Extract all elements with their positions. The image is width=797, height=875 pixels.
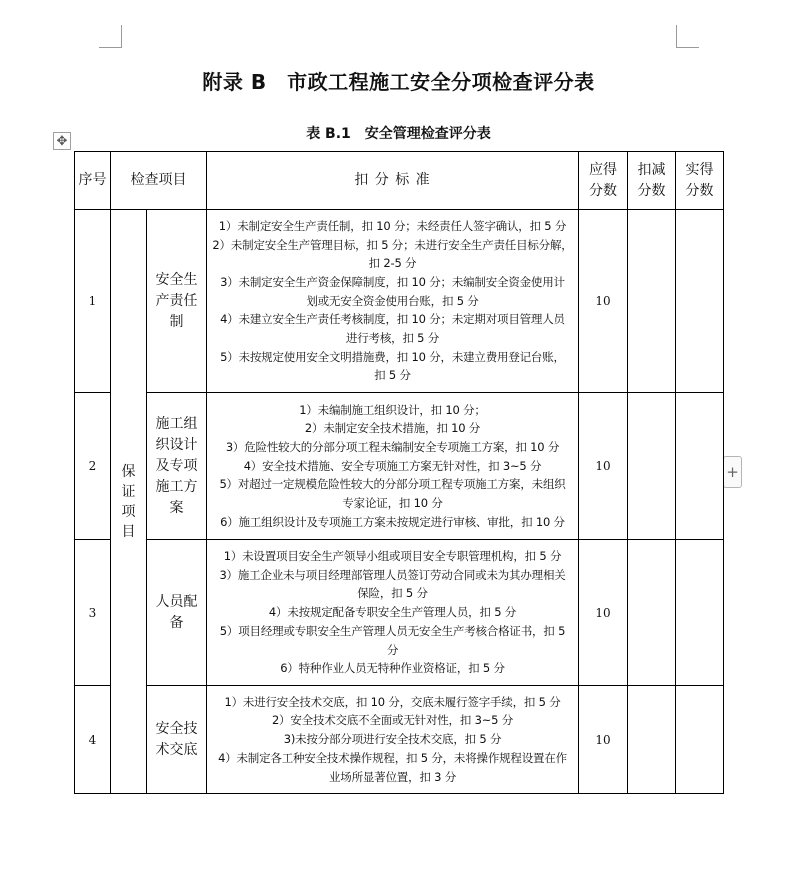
criteria-line: 4）未建立安全生产责任考核制度，扣 10 分；未定期对项目管理人员 (220, 312, 565, 327)
criteria-cell (207, 210, 579, 393)
category-label: 保证项目 (121, 463, 136, 540)
due-score: 10 (579, 686, 628, 794)
criteria-line: 2）安全技术交底不全面或无针对性，扣 3~5 分 (271, 713, 514, 728)
criteria-line: 2）未制定安全生产管理目标，扣 5 分；未进行安全生产责任目标分解， (212, 237, 573, 252)
deduct-score-cell[interactable] (628, 686, 676, 794)
criteria-line: 进行考核，扣 5 分 (345, 331, 440, 346)
item-cell (147, 210, 207, 393)
criteria-line: 划或无安全资金使用台账，扣 5 分 (306, 293, 479, 308)
criteria-line: 扣 5 分 (374, 368, 411, 383)
criteria-line: 5）项目经理或专职安全生产管理人员无安全生产考核合格证书，扣 5 (219, 623, 566, 638)
header-deduct-score: 扣减分数 (628, 152, 676, 210)
move-arrows-icon: ✥ (56, 133, 68, 149)
item-label: 人员配备 (155, 593, 198, 631)
deduct-score-cell[interactable] (628, 210, 676, 393)
criteria-line: 业场所显著位置，扣 3 分 (328, 769, 457, 784)
actual-score-cell[interactable] (676, 540, 724, 686)
table-row (75, 686, 724, 794)
page-corner-mark-top-right (676, 25, 699, 48)
criteria-line: 1）未制定安全生产责任制，扣 10 分；未经责任人签字确认，扣 5 分 (218, 218, 567, 233)
table-header-row (75, 152, 724, 210)
criteria-line: 扣 2-5 分 (368, 256, 417, 271)
plus-icon: + (726, 463, 739, 481)
table-row (75, 393, 724, 540)
criteria-line: 1）未编制施工组织设计，扣 10 分； (299, 402, 486, 417)
header-criteria: 扣 分 标 准 (207, 152, 579, 210)
criteria-line: 3)未按分部分项进行安全技术交底，扣 5 分 (283, 732, 502, 747)
criteria-line: 5）未按规定使用安全文明措施费，扣 10 分，未建立费用登记台账， (220, 349, 565, 364)
criteria-line: 3）未制定安全生产资金保障制度，扣 10 分；未编制安全资金使用计 (220, 274, 565, 289)
page-corner-mark-top-left (99, 25, 122, 48)
criteria-line: 分 (386, 642, 399, 657)
table-row (75, 210, 724, 393)
criteria-line: 4）未制定各工种安全技术操作规程，扣 5 分，未将操作规程设置在作 (218, 750, 567, 765)
item-cell (147, 540, 207, 686)
actual-score-cell[interactable] (676, 393, 724, 540)
item-label: 安全生产责任制 (155, 271, 198, 330)
criteria-line: 6）特种作业人员无特种作业资格证，扣 5 分 (280, 661, 505, 676)
criteria-line: 专家论证，扣 10 分 (342, 496, 443, 511)
criteria-line: 5）对超过一定规模危险性较大的分部分项工程专项施工方案，未组织 (219, 477, 566, 492)
add-row-button[interactable] (723, 456, 742, 488)
criteria-cell (207, 540, 579, 686)
deduct-score-cell[interactable] (628, 540, 676, 686)
header-index: 序号 (75, 152, 111, 210)
due-score: 10 (579, 210, 628, 393)
criteria-line: 4）未按规定配备专职安全生产管理人员，扣 5 分 (268, 605, 517, 620)
deduct-score-cell[interactable] (628, 393, 676, 540)
safety-management-score-table (74, 151, 724, 794)
criteria-line: 保险，扣 5 分 (357, 586, 428, 601)
criteria-line: 2）未制定安全技术措施，扣 10 分 (304, 421, 481, 436)
item-cell (147, 393, 207, 540)
criteria-cell (207, 393, 579, 540)
actual-score-cell[interactable] (676, 210, 724, 393)
item-label: 施工组织设计及专项施工方案 (155, 415, 198, 516)
criteria-line: 6）施工组织设计及专项施工方案未按规定进行审核、审批，扣 10 分 (220, 514, 565, 529)
item-cell (147, 686, 207, 794)
criteria-line: 3）危险性较大的分部分项工程未编制安全专项施工方案，扣 10 分 (225, 439, 560, 454)
actual-score-cell[interactable] (676, 686, 724, 794)
criteria-line: 1）未设置项目安全生产领导小组或项目安全专职管理机构，扣 5 分 (223, 549, 562, 564)
row-number: 2 (75, 393, 111, 540)
due-score: 10 (579, 393, 628, 540)
page-title: 附录 B 市政工程施工安全分项检查评分表 (202, 70, 595, 94)
table-move-handle[interactable] (53, 132, 71, 150)
category-cell (111, 210, 147, 794)
row-number: 3 (75, 540, 111, 686)
header-due-score: 应得分数 (579, 152, 628, 210)
table-row (75, 540, 724, 686)
header-item: 检查项目 (111, 152, 207, 210)
criteria-line: 4）安全技术措施、安全专项施工方案无针对性，扣 3~5 分 (243, 458, 542, 473)
table-caption: 表 B.1 安全管理检查评分表 (306, 126, 491, 142)
criteria-cell (207, 686, 579, 794)
due-score: 10 (579, 540, 628, 686)
item-label: 安全技术交底 (155, 720, 198, 758)
header-actual-score: 实得分数 (676, 152, 724, 210)
row-number: 1 (75, 210, 111, 393)
criteria-line: 1）未进行安全技术交底，扣 10 分，交底未履行签字手续，扣 5 分 (224, 694, 561, 709)
criteria-line: 3）施工企业未与项目经理部管理人员签订劳动合同或未为其办理相关 (219, 567, 566, 582)
row-number: 4 (75, 686, 111, 794)
